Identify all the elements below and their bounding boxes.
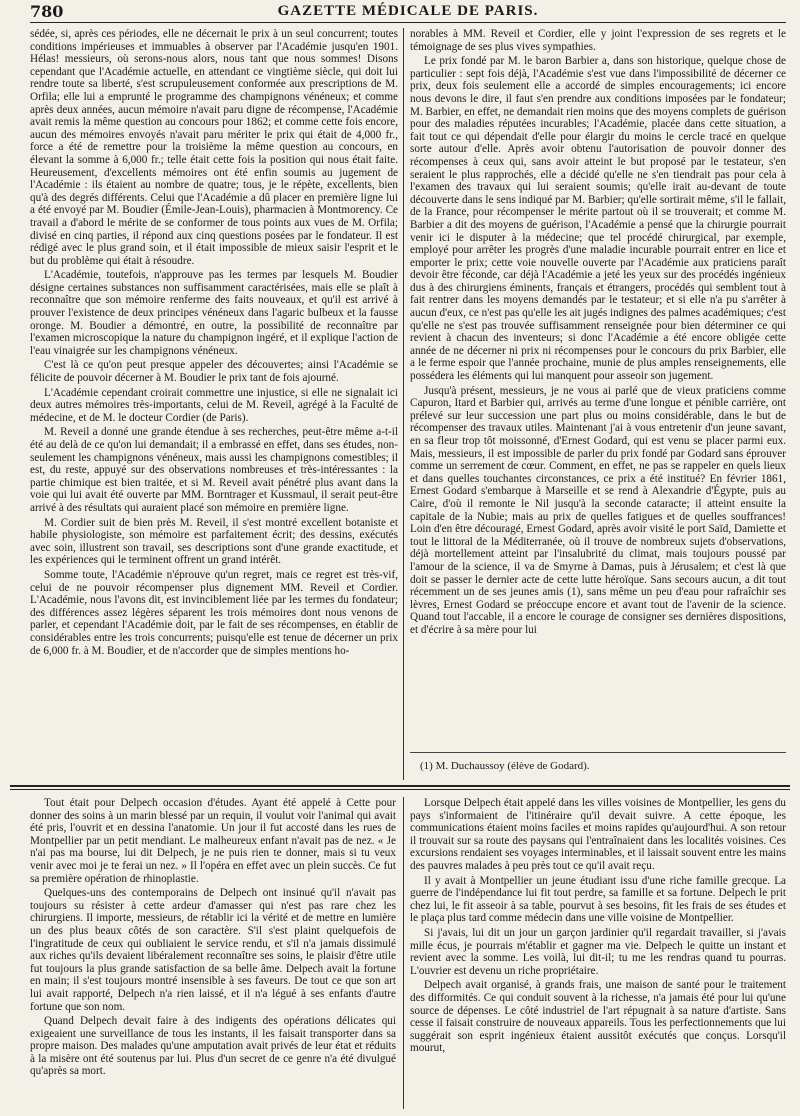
paragraph: Si j'avais, lui dit un jour un garçon jardinier qu'il regardait travailler, si j'avais mille écus, je pourrais m'établir et gagner ma vie. Delpech le quitte un instant et revient avec la somme. Les voilà, lui dit-il; tu me les rendras quand tu pourras. L'ouvrier est devenu un riche propriétaire. xyxy=(410,926,786,977)
journal-title: GAZETTE MÉDICALE DE PARIS. xyxy=(277,2,539,19)
footnote: (1) M. Duchaussoy (élève de Godard). xyxy=(420,760,590,772)
paragraph: Quand Delpech devait faire à des indigents des opérations délicates qui exigeaient une surveillance de tous les instants, il les faisait transporter dans sa propre maison. Des malades qu'une amputation avait privés de leur état et réduits à la misère ont été soutenus par lui. Plus d'un secret de ce genre n'a été divulgué qu'après sa mort. xyxy=(30,1015,396,1078)
paragraph: Quelques-uns des contemporains de Delpech ont insinué qu'il n'avait pas toujours su résister à cette ardeur d'amasser qui n'est pas rare chez les chirurgiens. Il importe, messieurs, de rétablir ici la vérité et de mettre en lumière un des plus beaux côtés de son caractère. S'il s'est plaint quelquefois de l'ingratitude de ceux qui oubliaient le service rendu, et s'il n'a jamais dissimulé aux riches qu'ils devaient libéralement reconnaître ses soins, le plaisir d'être utile fut toujours la plus grande satisfaction de sa belle âme. Delpech avait la fortune en main; il s'est toujours montré insensible à ses faveurs. De tout ce que son art lui avait rapporté, Delpech n'a rien laissé, et il n'a légué à ses enfants d'autre fortune que son nom. xyxy=(30,887,396,1013)
paragraph: M. Cordier suit de bien près M. Reveil, il s'est montré excellent botaniste et habile physiologiste, son mémoire est parfaitement écrit; des dessins, exécutés avec soin, illustrent son travail, ses descriptions sont d'une grande exactitude, et les expériences qui le terminent offrent un grand intérêt. xyxy=(30,516,398,567)
section-divider xyxy=(10,785,790,787)
lower-right-column xyxy=(410,797,786,1109)
paragraph: Lorsque Delpech était appelé dans les villes voisines de Montpellier, les gens du pays s'informaient de l'itinéraire qu'il devait suivre. A cette époque, les communications étaient moins faciles et moins rapides qu'aujourd'hui. A son retour il trouvait sur sa route des paysans qui l'entraînaient dans les localités voisines. Ces excursions rendaient ses voyages interminables, et il laissait souvent entre les mains des pauvres malades à peu près tout ce qu'il avait reçu. xyxy=(410,797,786,872)
paragraph: Jusqu'à présent, messieurs, je ne vous ai parlé que de vieux praticiens comme Capuron, Itard et Barbier qui, arrivés au terme d'une longue et pénible carrière, ont prélevé sur leur succession une part plus ou moins considérable, dans le but de récompenser des travaux utiles. Maintenant j'ai à vous entretenir d'un jeune savant, en sa fleur trop tôt moissonné, d'Ernest Godard, qui est venu se placer parmi eux. Mais, messieurs, il est impossible de parler du prix fondé par Godard sans éprouver comme un serrement de cœur. Comment, en effet, ne pas se rappeler en quels lieux et dans quelles touchantes circonstances, ce prix a été institué? En février 1861, Ernest Godard s'embarque à Marseille et se rend à Alexandrie d'Égypte, puis au Caire, d'où il remonte le Nil jusqu'à la seconde cataracte; il atteint ensuite la capitale de la Nubie; mais au prix de quelles fatigues et de quelles souffrances! Loin d'en être découragé, Ernest Godard, après avoir visité le port Saïd, Damiette et tout le littoral de la Méditerranée, où il trouve de nombreux sujets d'observations, déjà mortellement atteint par l'insalubrité du climat, mais toujours poussé par l'amour de la science, il va de Smyrne à Damas, puis à Jérusalem; et c'est là que doit se passer le dernier acte de cette lutte héroïque. Sans secours aucun, a dit tout récemment un de ses jeunes amis (1), sans même un peu d'eau pour rafraîchir ses lèvres, Ernest Godard se préoccupe encore et avant tout de l'avenir de la science. Quand tout l'accable, il a encore le courage de consigner ses dernières dispositions, et d'écrire à sa mère pour lui xyxy=(410,384,786,636)
paragraph: M. Reveil a donné une grande étendue à ses recherches, peut-être même a-t-il été au delà de ce qu'on lui demandait; il a embrassé en effet, dans ses études, non-seulement les champignons vénéneux, mais aussi les champignons comestibles; il est, du reste, appuyé sur des observations nombreuses et très-intéressantes : la partie chimique est bien traitée, et si M. Reveil avait pénétré plus avant dans la voie qui lui avait été ouverte par MM. Borntrager et Kussmaul, il serait peut-être arrivé à des résultats qui auraient placé son mémoire en première ligne. xyxy=(30,426,398,514)
lower-left-column xyxy=(30,797,396,1097)
paragraph: Il y avait à Montpellier un jeune étudiant issu d'une riche famille grecque. La guerre de l'indépendance lui fit tout perdre, sa famille et sa fortune. Delpech le prit chez lui, le fit asseoir à sa table, pourvut à ses besoins, fit les frais de ses études et le plaça plus tard comme médecin dans une ville voisine de Montpellier. xyxy=(410,874,786,925)
column-divider xyxy=(403,28,404,780)
paragraph: norables à MM. Reveil et Cordier, elle y joint l'expression de ses regrets et le témoignage de ses plus vives sympathies. xyxy=(410,28,786,53)
paragraph: C'est là ce qu'on peut presque appeler des découvertes; ainsi l'Académie se félicite de pouvoir décerner à M. Boudier le prix tant de fois ajourné. xyxy=(30,359,398,385)
page-number: 780 xyxy=(30,1,64,21)
paragraph: L'Académie cependant croirait commettre une injustice, si elle ne signalait ici deux autres mémoires très-importants, celui de M. Reveil, agrégé à la Faculté de médecine, et de M. le docteur Cordier (de Paris). xyxy=(30,386,398,424)
paragraph: Le prix fondé par M. le baron Barbier a, dans son historique, quelque chose de particulier : sept fois déjà, l'Académie s'est vue dans l'impossibilité de décerner ce prix, deux fois seulement elle a accordé de simples encouragements; ici encore nous devons le dire, il faut s'en prendre aux conditions imposées par le fondateur; M. Barbier, en effet, ne demandait rien moins que des moyens complets de guérison pour des maladies réputées incurables; l'Académie, placée dans cette situation, a fait tout ce qui dépendait d'elle pour élargir du moins le cercle tracé en quelque sorte autour d'elle. Après avoir obtenu l'autorisation de pouvoir donner des récompenses à ceux qui, sans avoir atteint le but proposé par le testateur, s'en seraient le plus rapprochés, elle a décidé qu'elle ne s'en tiendrait pas pour cela à l'examen des travaux qui lui seraient soumis; qu'elle irait au-devant de toute découverte dans le sens indiqué par M. Barbier; qu'elle sortirait même, s'il le fallait, de la France, pour récompenser le mérite partout où il se trouverait; et comme M. Barbier a dit des moyens de guérison, l'Académie a pensé que la chirurgie pourrait venir ici le disputer à la médecine; que tel procédé chirurgical, par exemple, employé pour arrêter les progrès d'une maladie incurable pourrait entrer en lice et emporter le prix; cette voie nouvelle ouverte par l'Académie aux praticiens paraît devoir être féconde, car déjà l'Académie a jeté les yeux sur des procédés ingénieux dus à des chirurgiens éminents, français et étrangers, procédés qui semblent tout à fait rentrer dans les moyens demandés par le testateur; et si elle n'a pu s'arrêter à aucun d'eux, ce n'est pas qu'elle les ait jugés indignes des palmes académiques; c'est qu'elle ne s'est pas trouvée suffisamment renseignée pour bien déterminer ce qui revient à chacun des inventeurs; si donc l'Académie a été encore obligée cette année de ne décerner ni prix ni récompenses pour le concours du prix Barbier, elle a le ferme espoir que l'année prochaine, munie de plus amples renseignements, elle possédera les éléments qui lui manquent pour asseoir son jugement. xyxy=(410,55,786,383)
page-header xyxy=(30,0,786,23)
upper-right-column xyxy=(410,28,786,748)
paragraph: Tout était pour Delpech occasion d'études. Ayant été appelé à Cette pour donner des soins à un marin blessé par un requin, il voulut voir l'animal qui avait été pris, l'ouvrit et en dessina l'anatomie. Un jour il fut accosté dans les rues de Montpellier par un petit mendiant. Le malheureux enfant n'avait pas de nez. « Je n'ai pas ma bourse, lui dit Delpech, je ne puis rien te donner, mais si tu veux venir avec moi je te ferai un nez. » Il l'opéra en effet avec un plein succès. Ce fut sa première opération de rhinoplastie. xyxy=(30,797,396,885)
paragraph: sédée, si, après ces périodes, elle ne décernait le prix à un seul concurrent; toutes conditions impérieuses et immuables à observer par l'Académie jusqu'en 1901. Hélas! messieurs, où serons-nous alors, nous tant que nous sommes! Disons cependant que l'Académie actuelle, en attendant ce vingtième siècle, qui doit lui rendre toute sa liberté, s'est scrupuleusement conformée aux prescriptions de M. Orfila; elle lui a emprunté le programme des champignons vénéneux; et comme après deux années, aucun mémoire n'avait paru digne de récompense, l'Académie avait remis la même question au concours pour 1862; et comme cette fois encore, aucun des mémoires envoyés n'avait paru mériter le prix qui était de 4,000 fr., force a été de remettre pour la troisième la même question au concours, en élevant la somme à 6,000 fr.; telle était cette fois la position qui nous était faite. Heureusement, d'excellents mémoires ont été enfin soumis au jugement de l'Académie : ils étaient au nombre de quatre; tous, je le répète, excellents, bien qu'à des degrés différents. Celui que l'Académie a dû placer en première ligne lui a été envoyé par M. Boudier (Émile-Jean-Louis), pharmacien à Montmorency. Ce travail a d'abord le mérite de se conformer de tous points aux vues de M. Orfila; divisé en cinq parties, il répond aux cinq questions posées par le fondateur. Il est rédigé avec le plus grand soin, et il était impossible de mieux saisir l'esprit et le but du problème qui était à résoudre. xyxy=(30,28,398,267)
paragraph: Delpech avait organisé, à grands frais, une maison de santé pour le traitement des difformités. Ce qui conduit souvent à la richesse, n'a jamais été pour lui qu'une source de dépenses. Le côté industriel de l'art répugnait à sa nature d'artiste. Sans cesse il faisait construire de nouveaux appareils. Tous les perfectionnements que lui suggérait son esprit ingénieux étaient aussitôt exécutés que conçus. Lorsqu'il mourut, xyxy=(410,979,786,1055)
upper-left-column xyxy=(30,28,398,772)
section-divider-thin xyxy=(10,789,790,790)
column-divider xyxy=(403,797,404,1109)
paragraph: L'Académie, toutefois, n'approuve pas les termes par lesquels M. Boudier désigne certaines substances non suffisamment caractérisées, mais elle se plaît à reconnaître que son mémoire renferme des faits nouveaux, et qu'il est arrivé à prouver l'existence de deux principes vénéneux dans l'agaric bulbeux et la fausse oronge. M. Boudier a démontré, en outre, la possibilité de reconnaître par l'examen microscopique la nature du champignon ingéré, et il explique l'action de l'eau vinaigrée sur les champignons vénéneux. xyxy=(30,269,398,357)
footnote-rule xyxy=(410,752,786,753)
paragraph: Somme toute, l'Académie n'éprouve qu'un regret, mais ce regret est très-vif, celui de ne pouvoir récompenser plus dignement MM. Reveil et Cordier. L'Académie, nous l'avons dit, est invinciblement liée par les termes du fondateur; des différences assez légères séparent les trois mémoires dont nous venons de parler, et cependant l'Académie doit, par le fait de ses récompenses, en établir de considérables entre les trois concurrents; puisqu'elle est tenue de décerner un prix de 6,000 fr. à M. Boudier, et de n'accorder que de simples mentions ho- xyxy=(30,568,398,657)
